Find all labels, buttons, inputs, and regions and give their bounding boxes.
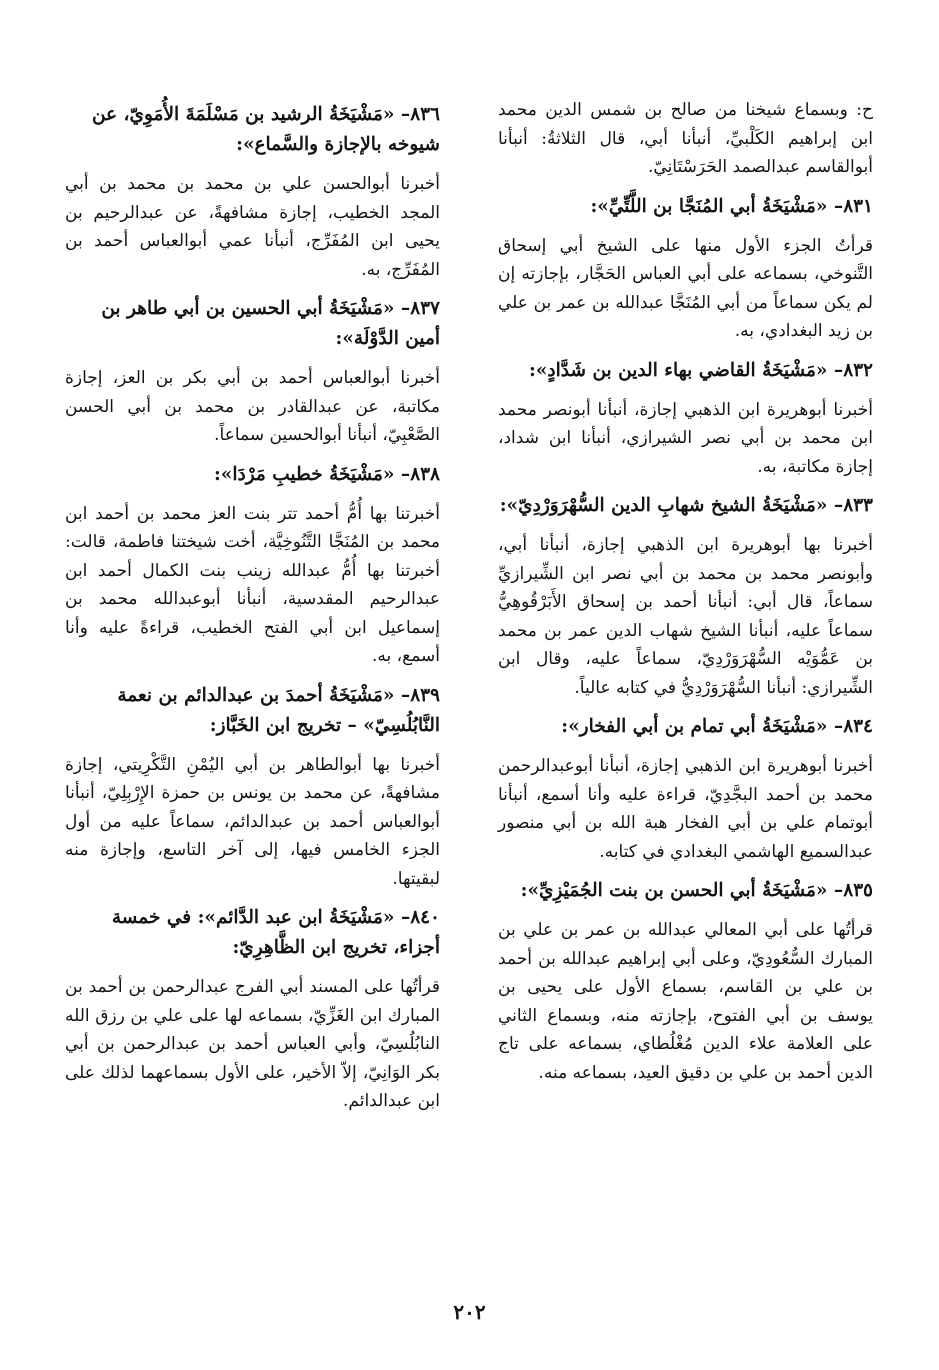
entry-heading: ٨٣٦– «مَشْيَخَةُ الرشيد بن مَسْلَمَةَ الأُمَوِيّ، عن شيوخه بالإجازة والسَّماع»: [91, 104, 440, 155]
entry-paragraph: أخبرنا بها أبوهريرة ابن الذهبي إجازة، أنبأنا أبي، وأبونصر محمد بن محمد بن أبي نصر ابن الشِّيرازيِّ سماعاً، قال أبي: أنبأنا أحمد بن إسحاق الأَبَرْقُوهِيُّ سماعاً عليه، أنبأنا الشيخ شهاب الدين عمر بن محمد بن عَمُّوَيْه السُّهْرَوَرْدِيّ، سماعاً عليه، وقال ابن الشِّيرازي: أنبأنا السُّهْرَوَرْدِيُّ في كتابه عالياً. [498, 535, 873, 698]
entry-paragraph: قرأتُها على أبي المعالي عبدالله بن عمر بن علي بن المبارك السُّعُودِيّ، وعلى أبي إبراهيم عبدالله بن أحمد بن علي بن القاسم، بسماع الأول على يحيى بن يوسف بن أبي الفتوح، بإجازته منه، وبسماع الثاني على العلامة علاء الدين مُغْلُطاي، بسماعه على تاج الدين أحمد بن علي بن دقيق العيد، بسماعه منه. [498, 920, 873, 1083]
left-column [65, 96, 440, 1126]
entry-paragraph: أخبرنا أبوهريرة ابن الذهبي إجازة، أنبأنا أبونصر محمد ابن محمد بن أبي نصر الشيرازي، أنبأنا ابن شداد، إجازة مكاتبة، به. [498, 399, 873, 477]
entry-paragraph: أخبرنا أبوالحسن علي بن محمد بن محمد بن أبي المجد الخطيب، إجازة مشافهةً، عن عبدالرحيم بن يحيى ابن المُفَرِّج، أنبأنا عمي أبوالعباس أحمد بن المُفَرِّج، به. [65, 174, 440, 280]
entry-paragraph: أخبرتنا بها أُمُّ أحمد تتر بنت العز محمد بن أحمد ابن محمد بن المُنَجَّا التَّنُوخِيَّة، أخت شيختنا فاطمة، قالت: أخبرتنا بها أُمُّ عبدالله زينب بنت الكمال أحمد ابن عبدالرحيم المقدسية، أنبأنا أبوعبدالله محمد بن إسماعيل ابن أبي الفتح الخطيب، قراءةً عليه وأنا أسمع، به. [65, 503, 440, 666]
entry-paragraph: قرأتُ الجزء الأول منها على الشيخ أبي إسحاق التَّنوخي، بسماعه على أبي العباس الحَجَّار، بإجازته إن لم يكن سماعاً من أبي المُنَجَّا عبدالله بن عمر بن علي بن زيد البغدادي، به. [498, 235, 873, 341]
entry-heading: ٨٤٠– «مَشْيَخَةُ ابن عبد الدَّائم»: في خمسة أجزاء، تخريج ابن الظَّاهِرِيّ: [111, 907, 440, 958]
entry-heading: ٨٣٧– «مَشْيَخَةُ أبي الحسين بن أبي طاهر بن أمين الدَّوْلَة»: [101, 298, 440, 349]
entry-heading: ٨٣٢– «مَشْيَخَةُ القاضي بهاء الدين بن شَدَّادٍ»: [529, 359, 873, 381]
entry-heading: ٨٣٩– «مَشْيَخَةُ أحمدَ بن عبدالدائم بن نعمة النَّابُلُسِيّ» – تخريج ابن الخَبَّاز: [117, 684, 440, 736]
entry-paragraph: أخبرنا أبوهريرة ابن الذهبي إجازة، أنبأنا أبوعبدالرحمن محمد بن أحمد البجَّدِيّ، قراءة عليه وأنا أسمع، أنبأنا أبوتمام علي بن أبي الفخار هبة الله بن أبي منصور عبدالسميع الهاشمي البغدادي في كتابه. [498, 756, 873, 862]
entry-paragraph: أخبرنا أبوالعباس أحمد بن أبي بكر بن العز، إجازة مكاتبة، عن عبدالقادر بن محمد بن أبي الحسن الصَّعْبِيّ، أنبأنا أبوالحسين سماعاً. [65, 368, 440, 445]
entry-paragraph: أخبرنا بها أبوالطاهر بن أبي اليُمْنِ التَّكْرِيتي، إجازة مشافهةً، عن محمد بن يونس بن حمزة الإِرْبِلِيّ، أنبأنا أبوالعباس أحمد بن عبدالدائم، سماعاً عليه من أول الجزء الخامس فيها، إلى آخر التاسع، وإجازة منه لبقيتها. [65, 754, 440, 889]
entry-paragraph: ح: وبسماع شيخنا من صالح بن شمس الدين محمد ابن إبراهيم الكَلْبيِّ، أنبأنا أبي، قال الثلاثةُ: أنبأنا أبوالقاسم عبدالصمد الحَرَسْتَانِيّ. [498, 100, 873, 177]
page-number: ٢٠٢ [453, 1300, 486, 1324]
entry-heading: ٨٣٤– «مَشْيَخَةُ أبي تمام بن أبي الفخار»: [561, 716, 873, 737]
entry-heading: ٨٣٣– «مَشْيَخَةُ الشيخ شهابِ الدين السُّهْرَوَرْدِيّ»: [499, 495, 873, 516]
entry-heading: ٨٣٥– «مَشْيَخَةُ أبي الحسن بن بنت الجُمَيْزِيِّ»: [520, 880, 873, 901]
entry-heading: ٨٣٨– «مَشْيَخَةُ خطيبِ مَرْدَا»: [213, 463, 440, 485]
right-column [498, 96, 873, 1097]
entry-paragraph: قرأتُها على المسند أبي الفرج عبدالرحمن بن أحمد بن المبارك ابن الغَزِّيّ، بسماعه لها على علي بن رزق الله النابُلُسِيّ، وأبي العباس أحمد بن عبدالرحمن بن أبي بكر الوَانِيّ، إلاّ الأخير، على الأول بسماعهما لذلك على ابن عبدالدائم. [65, 977, 440, 1111]
entry-heading: ٨٣١– «مَشْيَخَةُ أبي المُنَجَّا بن اللَّتِّيِّ»: [590, 195, 873, 217]
